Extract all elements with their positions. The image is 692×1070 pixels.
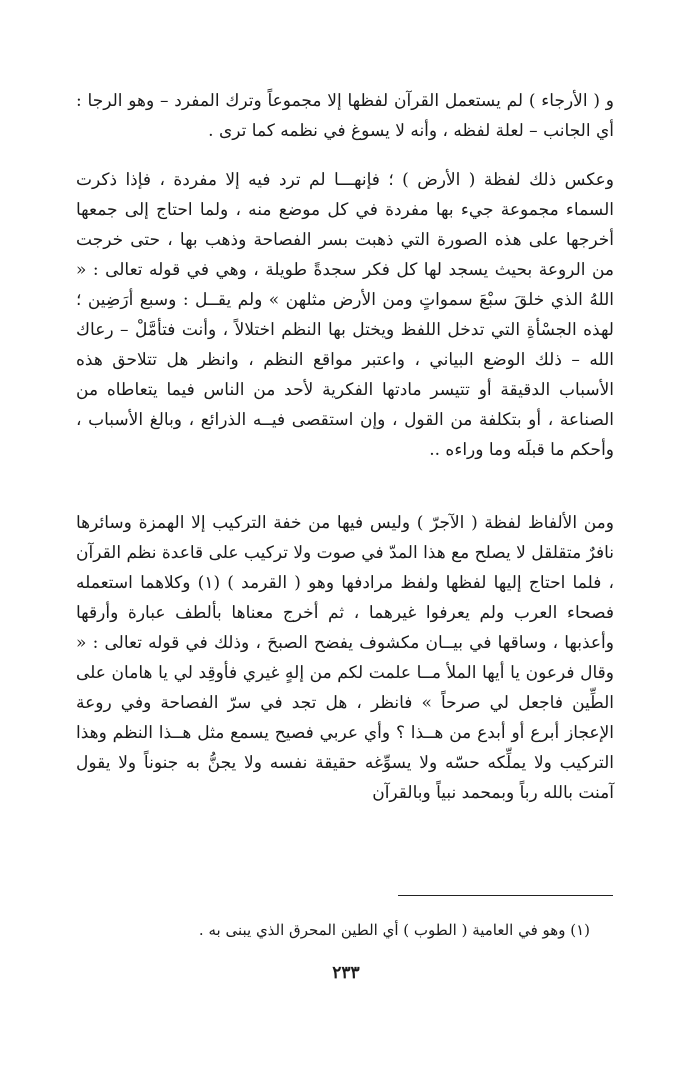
paragraph-2 xyxy=(76,165,614,465)
paragraph-3-text: ومن الألفاظ لفظة ( الآجرّ ) وليس فيها من خفة التركيب إلا الهمزة وسائرها نافرٌ متقلقل لا يصلح مع هذا المدّ في صوت ولا تركيب على قاعدة نظم القرآن ، فلما احتاج إليها لفظها ولفظ مرادفها وهو ( القرمد ) (١) وكلاهما استعمله فصحاء العرب ولم يعرفوا غيرهما ، ثم أخرج معناها بألطف عبارة وأرقها وأعذبها ، وساقها في بيــان مكشوف يفضح الصبحَ ، وذلك في قوله تعالى : « وقال فرعون يا أيها الملأ مــا علمت لكم من إلهٍ غيري فأوقِد لي يا هامان على الطِّين فاجعل لي صرحاً » فانظر ، هل تجد في سرّ الفصاحة وفي روعة الإعجاز أبرع أو أبدع من هــذا ؟ وأي عربي فصيح يسمع مثل هــذا النظم وهذا التركيب ولا يملِّكه حسّه ولا يسوِّغه حقيقة نفسه ولا يجنُّ به جنوناً ولا يقول آمنت بالله رباً وبمحمد نبياً وبالقرآن xyxy=(76,513,615,803)
footnote: (١) وهو في العامية ( الطوب ) أي الطين المحرق الذي يبنى به . xyxy=(198,921,590,939)
paragraph-3 xyxy=(76,508,614,808)
footnote-divider xyxy=(398,895,613,896)
paragraph-1-text: و ( الأرجاء ) لم يستعمل القرآن لفظها إلا مجموعاً وترك المفرد – وهو الرجا : أي الجانب – لعلة لفظه ، وأنه لا يسوغ في نظمه كما ترى . xyxy=(76,91,614,141)
paragraph-1 xyxy=(76,86,614,146)
page-number: ٢٣٣ xyxy=(332,963,360,983)
paragraph-2-text: وعكس ذلك لفظة ( الأرض ) ؛ فإنهـــا لم ترد فيه إلا مفردة ، فإذا ذكرت السماء مجموعة جيء بها مفردة في كل موضع منه ، ولما احتاج إلى جمعها أخرجها على هذه الصورة التي ذهبت بسر الفصاحة وذهب بها ، حتى خرجت من الروعة بحيث يسجد لها كل فكر سجدةً طويلة ، وهي في قوله تعالى : « اللهُ الذي خلقَ سبْعَ سمواتٍ ومن الأرض مثلهن » ولم يقــل : وسبع أرَضِين ؛ لهذه الجسْأةِ التي تدخل اللفظ ويختل بها النظم اختلالاً ، وأنت فتأمَّلْ – رعاك الله – ذلك الوضع البياني ، واعتبر مواقع النظم ، وانظر هل تتلاحق هذه الأسباب الدقيقة أو تتيسر مادتها الفكرية لأحد من الناس فيما يتعاطاه من الصناعة ، أو بتكلفة من القول ، وإن استقصى فيــه الذرائع ، وبالغ الأسباب ، وأحكم ما قبلَه وما وراءه .. xyxy=(76,170,614,460)
